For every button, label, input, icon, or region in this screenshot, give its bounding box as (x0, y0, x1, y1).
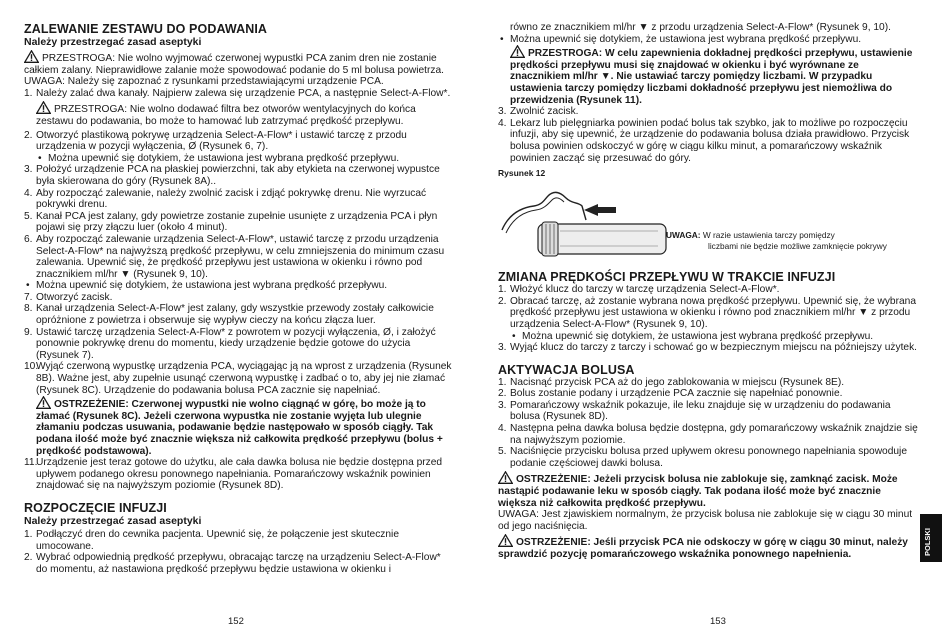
section-bolus-title: AKTYWACJA BOLUSA (498, 362, 635, 377)
list-item: 1. Należy zalać dwa kanały. Najpierw zalewa się urządzenie PCA, a następnie Select-A-Flow*. (24, 87, 451, 99)
list-item: 1. Włożyć klucz do tarczy w tarczę urządzenia Select-A-Flow*. (498, 284, 780, 296)
list-item: 3. Położyć urządzenie PCA na płaskiej powierzchni, tak aby etykieta na czerwonej wypustce była skierowana do góry (Rysunek 8A).. (24, 164, 440, 187)
page-number: 152 (228, 616, 244, 627)
warning-pca-button: OSTRZEŻENIE: Jeśli przycisk PCA nie odskoczy w górę w ciągu 30 minut, należy sprawdzić pozycję pomarańczowego wskaźnika ponownego napełnienia. (498, 534, 918, 560)
list-item: 4. Aby rozpocząć zalewanie, należy zwolnić zacisk i zdjąć pokrywkę drenu. Nie wyrzucać pokrywki drenu. (24, 187, 427, 211)
note-figures: UWAGA: Należy się zapoznać z rysunkami przedstawiającymi urządzenie PCA. (24, 76, 384, 88)
bullet-item: • Można upewnić się dotykiem, że ustawiona jest wybrana prędkość przepływu. (500, 33, 862, 45)
list-item: 2. Wybrać odpowiednią prędkość przepływu, obracając tarczę na urządzeniu Select-A-Flow* do momentu, aż nastawiona prędkość przepływu będzie ustawiona w okienku i (24, 552, 441, 575)
language-tab: POLSKI (920, 514, 942, 562)
caution-dial-alignment: PRZESTROGA: W celu zapewnienia dokładnej prędkości przepływu, ustawienie prędkości przepływu musi się znajdować w okienku i być wyrównane ze znacznikiem ml/hr ▼. Nie ustawiać tarczy pomiędzy liczbami. W przypadku ustawienia tarczy pomiędzy liczbami dokładność przepływu jest niemożliwa do przewidzenia (Rysunek 11). (498, 45, 918, 106)
list-item: 11. Urządzenie jest teraz gotowe do użytku, ale cała dawka bolusa nie będzie dostępna przed upływem podanego okresu ponownego napełniania. Pomarańczowy wskaźnik powinien znajdować się na najwyższym poziomie (Rysunek 8D). (24, 457, 443, 492)
warning-triangle-icon (36, 101, 51, 114)
continued-text: równo ze znacznikiem ml/hr ▼ z przodu urządzenia Select-A-Flow* (Rysunek 9, 10). (510, 22, 891, 33)
caution-filling (24, 50, 454, 76)
list-item: 9. Ustawić tarczę urządzenia Select-A-Flow* z powrotem w pozycji wyłączenia, Ø, i założyć ponownie pokrywkę drenu do momentu, kiedy urządzenie będzie gotowe do użycia (Rysunek 7). (24, 326, 436, 361)
warning-red-tab: OSTRZEŻENIE: Czerwonej wypustki nie wolno ciągnąć w górę, bo może ją to złamać (Rysunek 8C). Jeżeli czerwona wypustka nie zostanie wyjęta lub ulegnie złamaniu podczas usuwania, podawanie będzie następowało w sposób ciągły. Tak podana ilość może być znacznie większa niż całkowita prędkość przepływu (bolus + prędkość podstawowa). (24, 396, 454, 457)
bullet-item: • Można upewnić się dotykiem, że ustawiona jest wybrana prędkość przepływu. (512, 330, 874, 342)
note-bolus: UWAGA: Jest zjawiskiem normalnym, że przycisk bolusa nie zablokuje się w ciągu 30 minut od jego naciśnięcia. (498, 509, 913, 532)
list-item: 6. Aby rozpocząć zalewanie urządzenia Select-A-Flow*, ustawić tarczę z przodu urządzenia Select-A-Flow* na najwyższą prędkość przepływu, w celu zmniejszenia do minimum czasu zalewania. Upewnić się, że prędkość przepływu jest ustawiona w okienku i równo pod znacznikiem ml/hr ▼ (Rysunek 9, 10). (24, 233, 445, 280)
section-priming-subtitle: Należy przestrzegać zasad aseptyki (24, 36, 202, 48)
list-item: 1. Podłączyć dren do cewnika pacjenta. Upewnić się, że połączenie jest skutecznie umocowane. (24, 528, 399, 552)
list-item: 3. Pomarańczowy wskaźnik pokazuje, ile leku znajduje się w urządzeniu do podawania bolusa (Rysunek 8D). (498, 399, 891, 423)
list-item: 4. Następna pełna dawka bolusa będzie dostępna, gdy pomarańczowy wskaźnik znajdzie się na najwyższym poziomie. (498, 423, 918, 446)
list-item: 10. Wyjąć czerwoną wypustkę urządzenia PCA, wyciągając ją na wprost z urządzenia (Rysunek 8B). Ważne jest, aby zupełnie usunąć czerwoną wypustkę i zadbać o to, aby jej nie złamać (Rysunek 8C). Urządzenie do podawania bolusa PCA zacznie się napełniać. (24, 361, 452, 396)
list-item: 1. Nacisnąć przycisk PCA aż do jego zablokowania w miejscu (Rysunek 8E). (498, 376, 845, 388)
section-start-infusion-subtitle: Należy przestrzegać zasad aseptyki (24, 514, 202, 527)
warning-triangle-icon (24, 50, 39, 63)
list-item: 4. Lekarz lub pielęgniarka powinien podać bolus tak szybko, jak to możliwe po rozpoczęciu infuzji, aby się upewnić, że urządzenie do podawania bolusa działa prawidłowo. Przycisk bolusa powinien odskoczyć w górę w ciągu kilku minut, a pomarańczowy wskaźnik powinien zacząć się przesuwać do góry. (498, 117, 910, 164)
list-item: 2. Obracać tarczę, aż zostanie wybrana nowa prędkość przepływu. Upewnić się, że wybrana prędkość przepływu jest ustawiona w okienku i równo pod znacznikiem ml/hr ▼ z przodu urządzenia Select-A-Flow* (Rysunek 9, 10). (498, 295, 916, 330)
page-number: 153 (710, 616, 726, 627)
list-item: 7. Otworzyć zacisk. (24, 291, 113, 303)
right-page (478, 0, 950, 641)
left-column (24, 22, 454, 575)
section-start-infusion-title: ROZPOCZĘCIE INFUZJI (24, 500, 167, 515)
figure-12 (498, 168, 918, 264)
section-change-rate-title: ZMIANA PRĘDKOŚCI PRZEPŁYWU W TRAKCIE INFUZJI (498, 270, 836, 285)
left-page (0, 0, 470, 641)
figure-caption: Rysunek 12 (498, 168, 546, 179)
warning-triangle-icon (498, 534, 513, 547)
list-item: 3. Wyjąć klucz do tarczy z tarczy i schować go w bezpiecznym miejscu na późniejszy użytek. (498, 342, 917, 354)
select-a-flow-device-illustration (498, 178, 668, 264)
caution-filter: PRZESTROGA: Nie wolno dodawać filtra bez otworów wentylacyjnych do końca zestawu do podawania, bo może to hamować lub zatrzymać prędkość przepływu. (24, 101, 454, 127)
bullet-item: • Można upewnić się dotykiem, że ustawiona jest wybrana prędkość przepływu. (26, 280, 388, 292)
warning-triangle-icon (510, 45, 525, 58)
list-item: 3. Zwolnić zacisk. (498, 106, 579, 118)
warning-triangle-icon (36, 396, 51, 409)
list-item: 2. Bolus zostanie podany i urządzenie PCA zacznie się napełniać ponownie. (498, 388, 843, 400)
figure-note: UWAGA: W razie ustawienia tarczy pomiędzy liczbami nie będzie możliwe zamknięcie pokrywy (666, 230, 887, 251)
warning-bolus-lock: OSTRZEŻENIE: Jeżeli przycisk bolusa nie zablokuje się, zamknąć zacisk. Może nastąpić podawanie leku w sposób ciągły. Tak podana ilość może być znacznie większa niż całkowita prędkość przepływu. (498, 471, 918, 509)
right-column (498, 22, 918, 561)
list-item: 8. Kanał urządzenia Select-A-Flow* jest zalany, gdy wszystkie przewody zostały całkowicie opróżnione z powietrza i obserwuje się wypływ cieczy na końcu złącza luer. (24, 303, 434, 327)
list-item: 5. Kanał PCA jest zalany, gdy powietrze zostanie zupełnie usunięte z urządzenia PCA i płyn pojawi się przy złączu luer (około 4 minut). (24, 210, 438, 234)
warning-triangle-icon (498, 471, 513, 484)
bullet-item: • Można upewnić się dotykiem, że ustawiona jest wybrana prędkość przepływu. (38, 152, 400, 164)
caution-text: PRZESTROGA: Nie wolno wyjmować czerwonej wypustki PCA zanim dren nie zostanie całkiem zalany. Nieprawidłowe zalanie może spowodować podanie do 5 ml bolusa powietrza. (24, 53, 444, 76)
list-item: 5. Naciśnięcie przycisku bolusa przed upływem okresu ponownego napełniania spowoduje podanie częściowej dawki bolusa. (498, 446, 907, 469)
section-priming-title: ZALEWANIE ZESTAWU DO PODAWANIA (24, 22, 268, 36)
list-item: 2. Otworzyć plastikową pokrywę urządzenia Select-A-Flow* i ustawić tarczę z przodu urządzenia w pozycji wyłączenia, Ø (Rysunek 6, 7). (24, 129, 407, 153)
